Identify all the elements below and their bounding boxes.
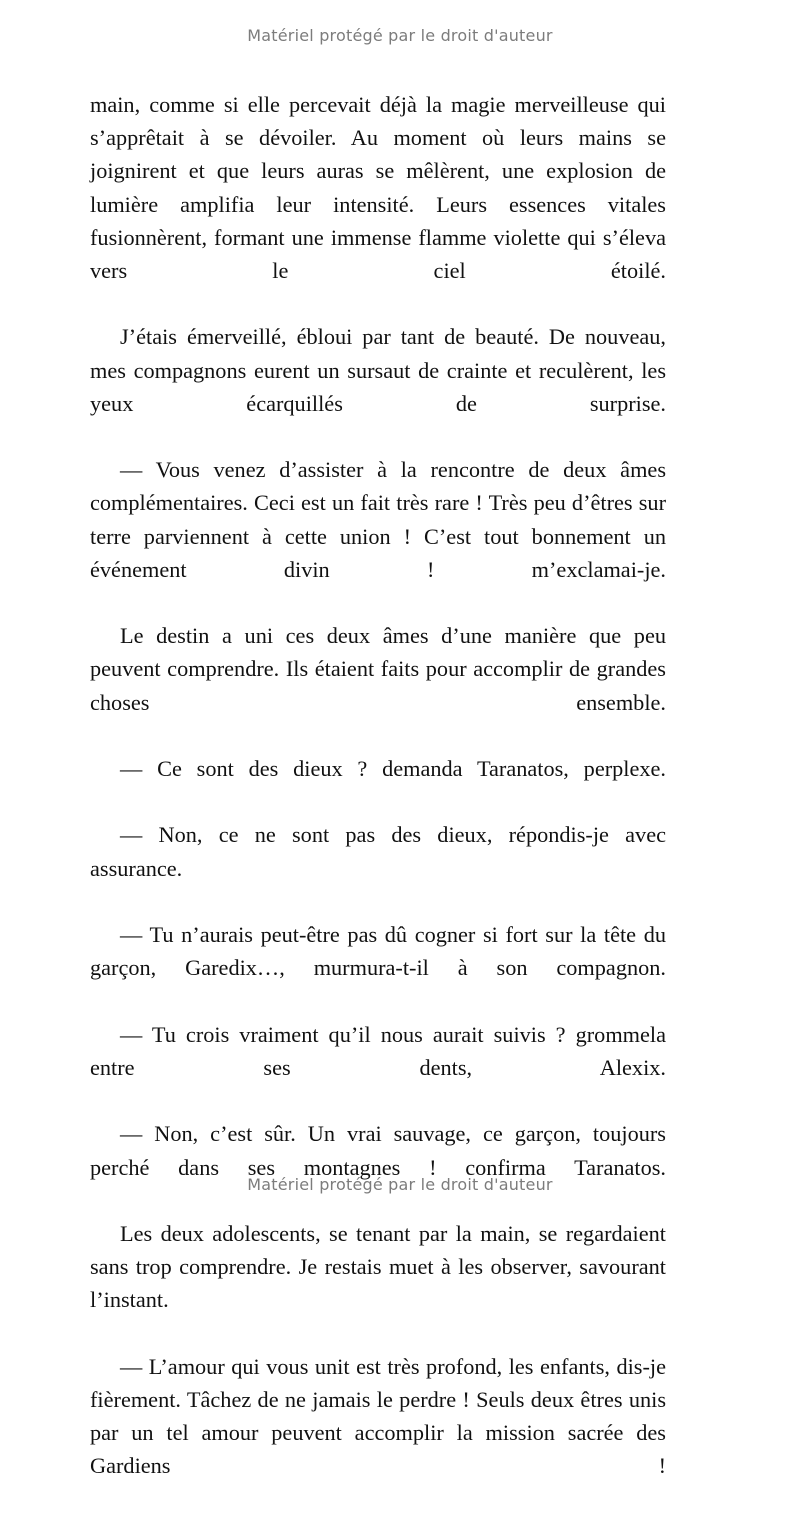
paragraph: — Vous venez d’assister à la rencontre de deux âmes complémentaires. Ceci est un fait très rare ! Très peu d’êtres sur terre parviennent à cette union ! C’est tout bonnement un événement divin ! m’exclamai-je. <box>90 457 666 582</box>
paragraph: — L’amour qui vous unit est très profond, les enfants, dis-je fièrement. Tâchez de ne jamais le perdre ! Seuls deux êtres unis par un tel amour peuvent accomplir la mission sacrée des Gardiens ! <box>90 1353 666 1479</box>
paragraph: — Non, ce ne sont pas des dieux, répondis-je avec assurance. <box>90 822 666 881</box>
paragraph: Le destin a uni ces deux âmes d’une manière que peu peuvent comprendre. Ils étaient faits pour accomplir de grandes choses ensemble. <box>90 623 666 715</box>
paragraph: — Tu n’aurais peut-être pas dû cogner si fort sur la tête du garçon, Garedix…, murmura-t-il à son compagnon. <box>90 922 666 981</box>
body-text-column <box>90 88 666 1516</box>
paragraph: J’étais émerveillé, ébloui par tant de beauté. De nouveau, mes compagnons eurent un sursaut de crainte et reculèrent, les yeux écarquillés de surprise. <box>90 324 666 416</box>
paragraph: — Tu crois vraiment qu’il nous aurait suivis ? grommela entre ses dents, Alexix. <box>90 1021 666 1080</box>
paragraph: — Ce sont des dieux ? demanda Taranatos, perplexe. <box>120 756 666 782</box>
paragraph: Les deux adolescents, se tenant par la main, se regardaient sans trop comprendre. Je restais muet à les observer, savourant l’instant. <box>90 1220 666 1313</box>
header-copyright-watermark: Matériel protégé par le droit d'auteur <box>247 26 553 45</box>
footer-copyright-watermark: Matériel protégé par le droit d'auteur <box>247 1175 553 1194</box>
paragraph: main, comme si elle percevait déjà la magie merveilleuse qui s’apprêtait à se dévoiler. Au moment où leurs mains se joignirent et que leurs auras se mêlèrent, une explosion de lumière amplifia leur intensité. Leurs essences vitales fusionnèrent, formant une immense flamme violette qui s’éleva vers le ciel étoilé. <box>90 92 666 284</box>
paragraph: — Non, c’est sûr. Un vrai sauvage, ce garçon, toujours perché dans ses montagnes ! confirma Taranatos. <box>90 1121 666 1180</box>
